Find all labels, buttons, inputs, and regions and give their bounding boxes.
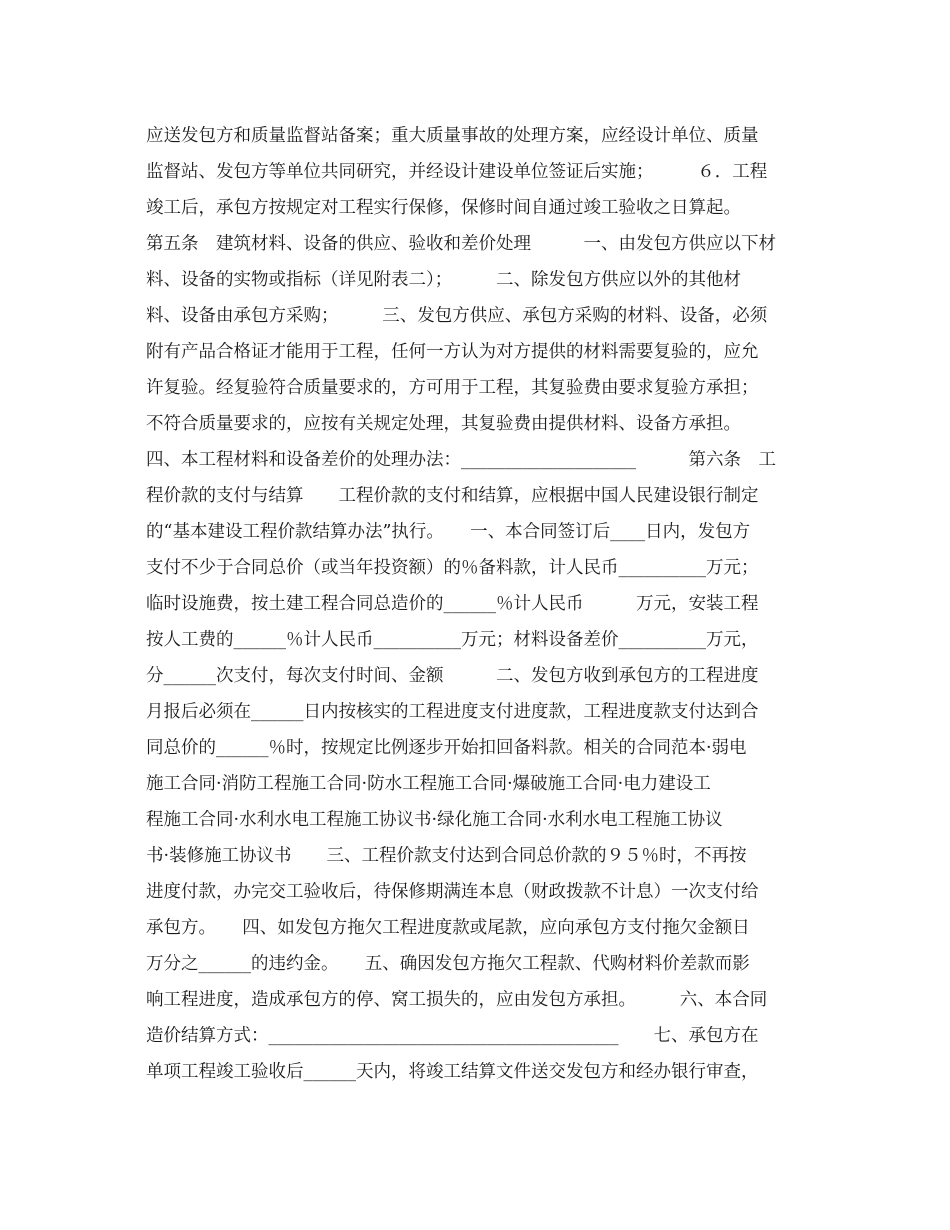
contract-body-text xyxy=(146,118,806,1090)
text-line: 临时设施费，按土建工程合同总造价的______％计人民币 万元，安装工程 xyxy=(146,594,759,614)
text-line: 按人工费的______％计人民币__________万元；材料设备差价__________万元， xyxy=(146,630,759,650)
text-line: 竣工后，承包方按规定对工程实行保修，保修时间自通过竣工验收之日算起。 xyxy=(146,198,741,218)
text-line: 响工程进度，造成承包方的停、窝工损失的，应由发包方承担。 六、本合同 xyxy=(146,990,768,1010)
text-line: 月报后必须在______日内按核实的工程进度支付进度款，工程进度款支付达到合 xyxy=(146,702,759,722)
text-line: 书·装修施工协议书 三、工程价款支付达到合同总价款的９５％时，不再按 xyxy=(146,846,747,866)
text-line: 程价款的支付与结算 工程价款的支付和结算，应根据中国人民建设银行制定 xyxy=(146,486,759,506)
text-line: 单项工程竣工验收后______天内，将竣工结算文件送交发包方和经办银行审查， xyxy=(146,1062,759,1082)
text-line: 同总价的______％时，按规定比例逐步开始扣回备料款。相关的合同范本·弱电 xyxy=(146,738,747,758)
text-line: 第五条 建筑材料、设备的供应、验收和差价处理 一、由发包方供应以下材 xyxy=(146,234,776,254)
text-line: 监督站、发包方等单位共同研究，并经设计建设单位签证后实施； ６．工程 xyxy=(146,162,768,182)
text-line: 万分之______的违约金。 五、确因发包方拖欠工程款、代购材料价差款而影 xyxy=(146,954,750,974)
text-line: 分______次支付，每次支付时间、金额 二、发包方收到承包方的工程进度 xyxy=(146,666,759,686)
text-line: 料、设备由承包方采购； 三、发包方供应、承包方采购的材料、设备，必须 xyxy=(146,306,768,326)
text-line: 进度付款，办完交工验收后，待保修期满连本息（财政拨款不计息）一次支付给 xyxy=(146,882,759,902)
text-line: 造价结算方式：________________________________________ 七、承包方在 xyxy=(146,1026,759,1046)
text-line: 四、本工程材料和设备差价的处理办法：____________________ 第六条 工 xyxy=(146,450,776,470)
text-line: 不符合质量要求的，应按有关规定处理，其复验费由提供材料、设备方承担。 xyxy=(146,414,741,434)
text-line: 附有产品合格证才能用于工程，任何一方认为对方提供的材料需要复验的，应允 xyxy=(146,342,759,362)
text-line: 应送发包方和质量监督站备案；重大质量事故的处理方案，应经设计单位、质量 xyxy=(146,126,759,146)
text-line: 程施工合同·水利水电工程施工协议书·绿化施工合同·水利水电工程施工协议 xyxy=(146,810,723,830)
text-line: 料、设备的实物或指标（详见附表二）； 二、除发包方供应以外的其他材 xyxy=(146,270,741,290)
text-line: 许复验。经复验符合质量要求的，方可用于工程，其复验费由要求复验方承担； xyxy=(146,378,759,398)
text-line: 施工合同·消防工程施工合同·防水工程施工合同·爆破施工合同·电力建设工 xyxy=(146,774,711,794)
text-line: 支付不少于合同总价（或当年投资额）的％备料款，计人民币__________万元； xyxy=(146,558,759,578)
text-line: 的“基本建设工程价款结算办法”执行。 一、本合同签订后____日内，发包方 xyxy=(146,522,751,542)
text-line: 承包方。 四、如发包方拖欠工程进度款或尾款，应向承包方支付拖欠金额日 xyxy=(146,918,750,938)
